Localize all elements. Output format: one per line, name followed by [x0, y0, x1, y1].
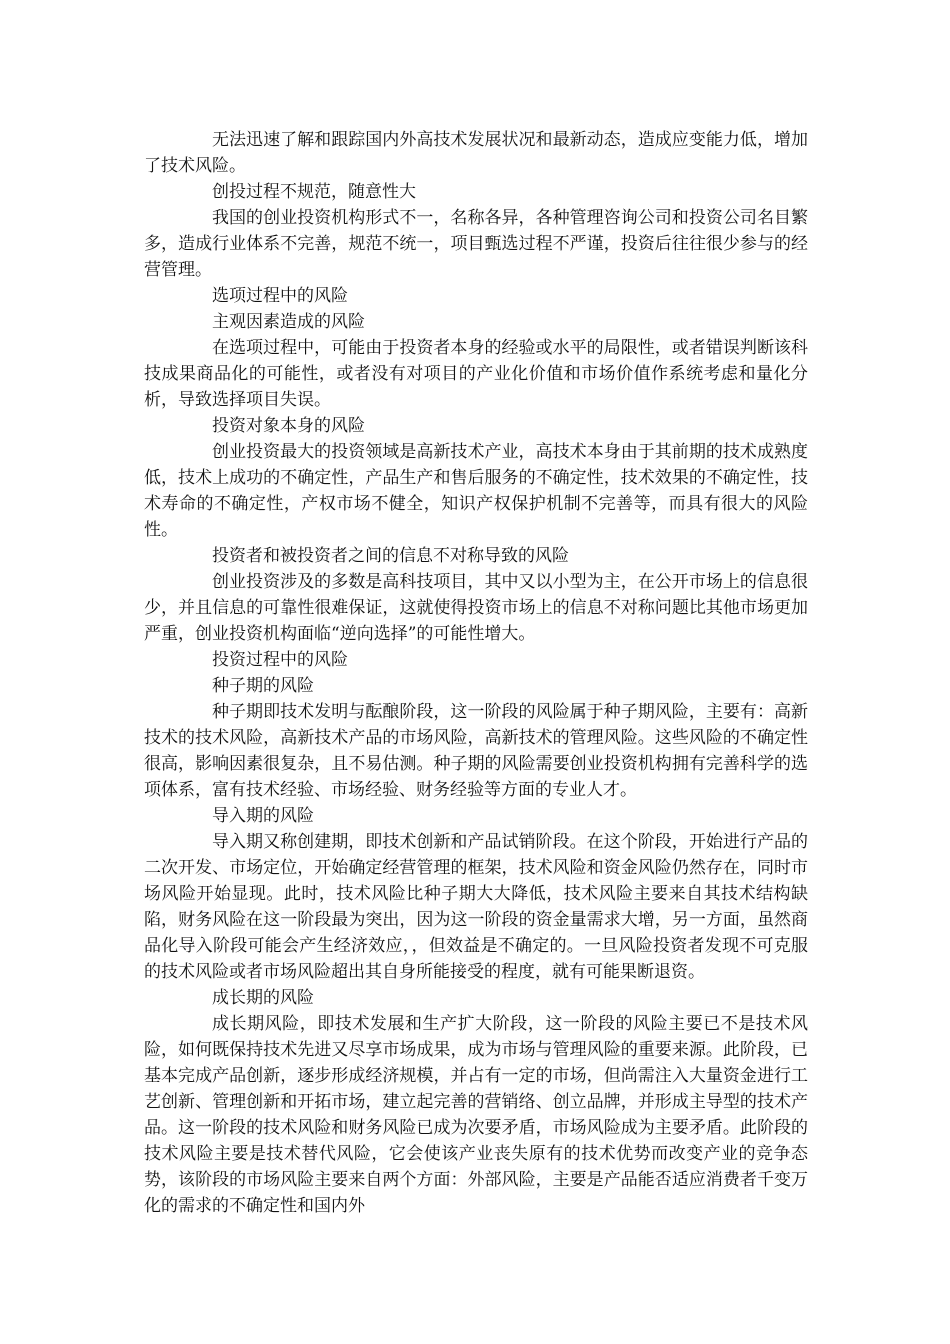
body-paragraph: 我国的创业投资机构形式不一，名称各异，各种管理咨询公司和投资公司名目繁多，造成行业体系不完善，规范不统一，项目甄选过程不严谨，投资后往往很少参与的经营管理。 — [144, 208, 808, 280]
body-paragraph: 创业投资最大的投资领域是高新技术产业，高技术本身由于其前期的技术成熟度低，技术上成功的不确定性，产品生产和售后服务的不确定性，技术效果的不确定性，技术寿命的不确定性，产权市场不健全，知识产权保护机制不完善等，而具有很大的风险性。 — [144, 442, 808, 540]
subsection-heading: 主观因素造成的风险 — [212, 312, 365, 332]
body-paragraph: 导入期又称创建期，即技术创新和产品试销阶段。在这个阶段，开始进行产品的二次开发、市场定位，开始确定经营管理的框架，技术风险和资金风险仍然存在，同时市场风险开始显现。此时，技术风险比种子期大大降低，技术风险主要来自其技术结构缺陷，财务风险在这一阶段最为突出，因为这一阶段的资金量需求大增，另一方面，虽然商品化导入阶段可能会产生经济效应，，但效益是不确定的。一旦风险投资者发现不可克服的技术风险或者市场风险超出其自身所能接受的程度，就有可能果断退资。 — [144, 832, 808, 982]
section-heading: 投资过程中的风险 — [212, 650, 348, 670]
subsection-heading: 投资者和被投资者之间的信息不对称导致的风险 — [212, 546, 569, 566]
document-page — [144, 127, 808, 1219]
body-paragraph: 种子期即技术发明与酝酿阶段，这一阶段的风险属于种子期风险，主要有：高新技术的技术风险，高新技术产品的市场风险，高新技术的管理风险。这些风险的不确定性很高，影响因素很复杂，且不易估测。种子期的风险需要创业投资机构拥有完善科学的选项体系，富有技术经验、市场经验、财务经验等方面的专业人才。 — [144, 702, 808, 800]
section-heading: 创投过程不规范，随意性大 — [212, 182, 416, 202]
subsection-heading: 导入期的风险 — [212, 806, 314, 826]
section-heading: 选项过程中的风险 — [212, 286, 348, 306]
subsection-heading: 成长期的风险 — [212, 988, 314, 1008]
body-paragraph: 在选项过程中，可能由于投资者本身的经验或水平的局限性，或者错误判断该科技成果商品化的可能性，或者没有对项目的产业化价值和市场价值作系统考虑和量化分析，导致选择项目失误。 — [144, 338, 808, 410]
subsection-heading: 种子期的风险 — [212, 676, 314, 696]
body-paragraph: 无法迅速了解和跟踪国内外高技术发展状况和最新动态，造成应变能力低，增加了技术风险。 — [144, 130, 808, 176]
subsection-heading: 投资对象本身的风险 — [212, 416, 365, 436]
body-paragraph: 创业投资涉及的多数是高科技项目，其中又以小型为主，在公开市场上的信息很少，并且信息的可靠性很难保证，这就使得投资市场上的信息不对称问题比其他市场更加严重，创业投资机构面临“逆向选择”的可能性增大。 — [144, 572, 808, 644]
body-paragraph: 成长期风险，即技术发展和生产扩大阶段，这一阶段的风险主要已不是技术风险，如何既保持技术先进又尽享市场成果，成为市场与管理风险的重要来源。此阶段，已基本完成产品创新，逐步形成经济规模，并占有一定的市场，但尚需注入大量资金进行工艺创新、管理创新和开拓市场，建立起完善的营销络、创立品牌，并形成主导型的技术产品。这一阶段的技术风险和财务风险已成为次要矛盾，市场风险成为主要矛盾。此阶段的技术风险主要是技术替代风险，它会使该产业丧失原有的技术优势而改变产业的竞争态势，该阶段的市场风险主要来自两个方面：外部风险，主要是产品能否适应消费者千变万化的需求的不确定性和国内外 — [144, 1014, 808, 1216]
